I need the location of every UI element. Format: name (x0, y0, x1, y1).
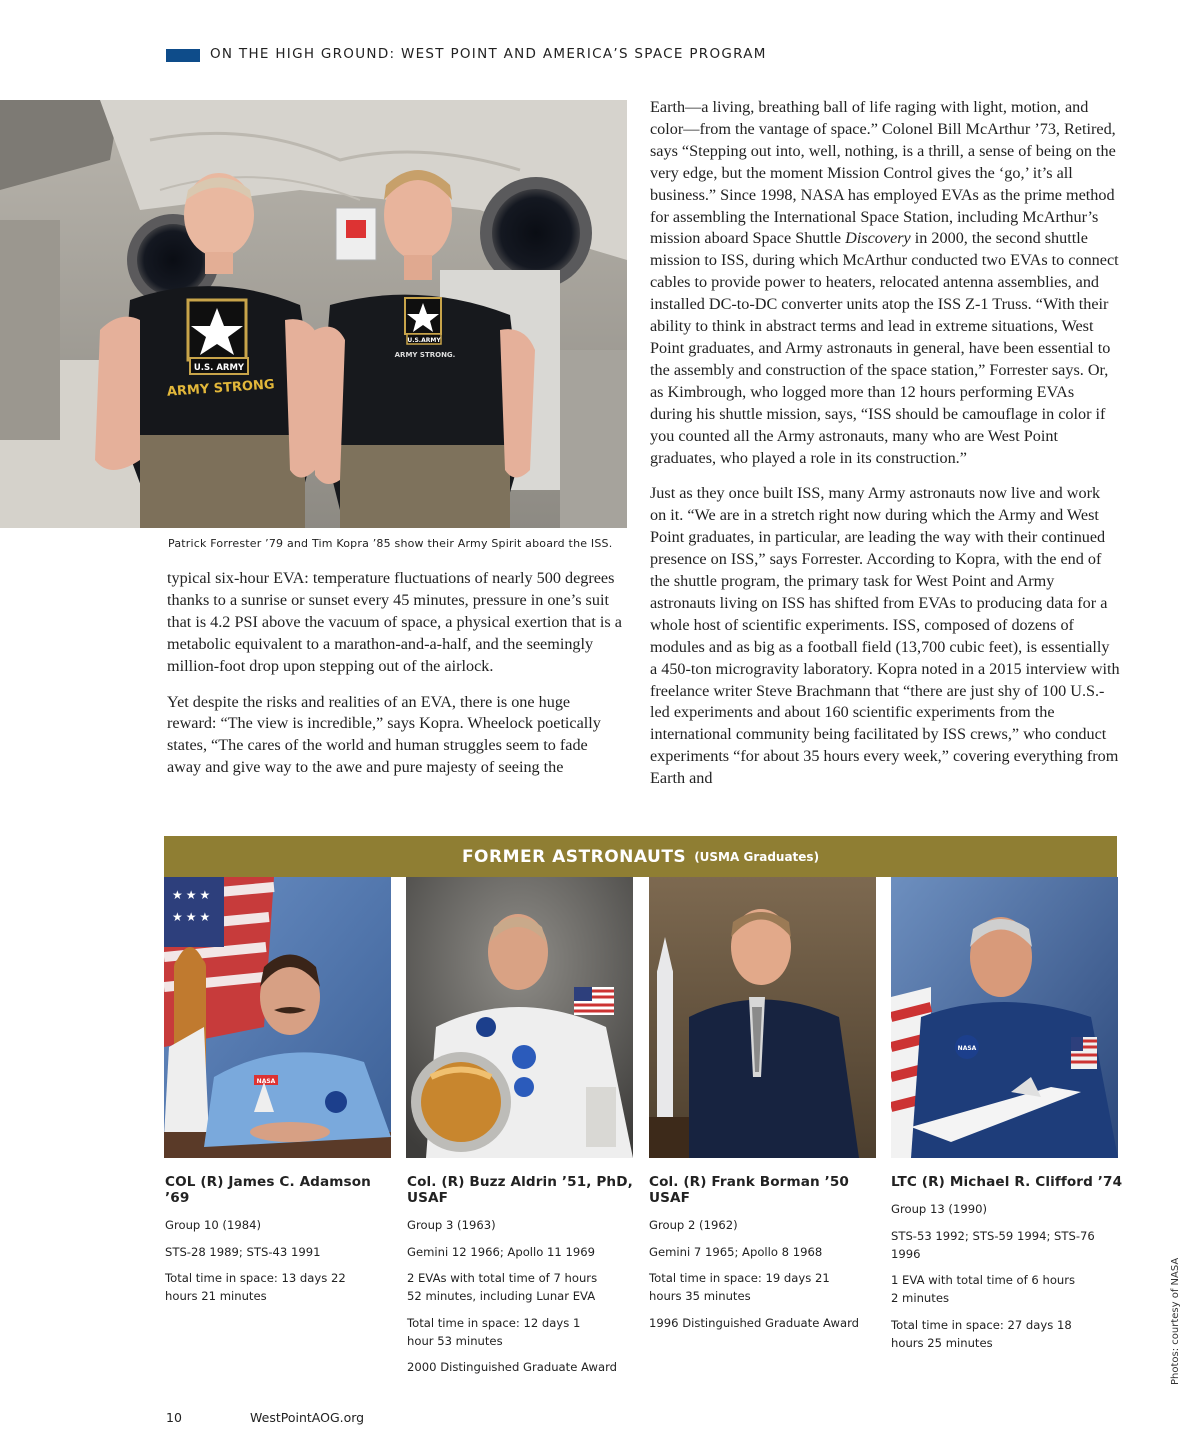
nasa-patch-text-2: NASA (957, 1045, 977, 1052)
astronaut-detail: 2 EVAs with total time of 7 hours 52 minutes, including Lunar EVA (407, 1271, 598, 1303)
former-astronauts-banner (164, 836, 1117, 877)
right-paragraph-1-end: in 2000, the second shuttle mission to ISS, during which McArthur conducted two EVAs to connect cables to provide power to heaters, relocated antenna assemblies, and installed DC-to-DC converter units atop the ISS Z-1 Truss. “With their ability to think in abstract terms and lead in extreme situations, West Point graduates, and Army astronauts in general, have been essential to the assembly and construction of the space station,” Forrester says. Or, as Kimbrough, who logged more than 12 hours performing EVAs during his shuttle mission, says, “ISS should be camouflage in color if you counted all the Army astronauts, many who are West Point graduates, who played a role in its construction.” (650, 229, 1119, 467)
astronaut-card-aldrin (407, 1174, 642, 1385)
astronaut-name: Col. (R) Buzz Aldrin ’51, PhD, USAF (407, 1174, 633, 1206)
portrait-clifford (891, 877, 1118, 1158)
astronaut-name: COL (R) James C. Adamson ’69 (165, 1174, 371, 1206)
footer-site-link[interactable]: WestPointAOG.org (250, 1410, 365, 1425)
astronaut-card-adamson (165, 1174, 400, 1314)
astronaut-detail: Total time in space: 13 days 22 hours 21 minutes (165, 1271, 346, 1303)
portrait-borman (649, 877, 876, 1158)
running-header: ON THE HIGH GROUND: WEST POINT AND AMERICA’S SPACE PROGRAM (210, 46, 767, 62)
astronaut-detail: Group 3 (1963) (407, 1218, 496, 1232)
shirt-text-3: U.S.ARMY (407, 337, 441, 344)
left-paragraph-2: Yet despite the risks and realities of an EVA, there is one huge reward: “The view is incredible,” says Kopra. Wheelock poetically states, “The cares of the world and human struggles seem to fade away and give way to the awe and pure majesty of seeing the (167, 692, 601, 777)
right-paragraph-1-start: Earth—a living, breathing ball of life raging with light, motion, and color—from the vantage of space.” Colonel Bill McArthur ’73, Retired, says “Stepping out into, well, nothing, is a thrill, a sense of being on the very edge, but the moment Mission Control gives the ‘go,’ it’s all business.” Since 1998, NASA has employed EVAs as the prime method for assembling the International Space Station, including McArthur’s mission aboard Space Shuttle (650, 98, 1116, 248)
portrait-adamson (164, 877, 391, 1158)
shirt-text-2: ARMY STRONG (166, 377, 276, 400)
photo-credit: Photos: courtesy of NASA (1170, 1257, 1181, 1385)
header-accent-bar (166, 49, 200, 62)
astronaut-name: Col. (R) Frank Borman ’50 USAF (649, 1174, 849, 1206)
portrait-aldrin (406, 877, 633, 1158)
svg-text:★ ★ ★: ★ ★ ★ (172, 910, 211, 924)
main-photo (0, 100, 627, 528)
astronaut-detail: Group 13 (1990) (891, 1202, 987, 1216)
right-text-column (650, 97, 1120, 804)
astronaut-detail: Group 2 (1962) (649, 1218, 738, 1232)
astronaut-detail: Total time in space: 19 days 21 hours 35 minutes (649, 1271, 830, 1303)
astronaut-detail: Group 10 (1984) (165, 1218, 261, 1232)
astronaut-detail: Gemini 12 1966; Apollo 11 1969 (407, 1244, 595, 1259)
left-paragraph-1: typical six-hour EVA: temperature fluctuations of nearly 500 degrees thanks to a sunrise or sunset every 45 minutes, pressure in one’s suit that is 4.2 PSI above the vacuum of space, a physical exertion that is a metabolic equivalent to a marathon-and-a-half, and the seemingly million-foot drop upon stepping out of the airlock. (167, 569, 622, 675)
shirt-text-4: ARMY STRONG. (394, 351, 456, 359)
astronaut-name: LTC (R) Michael R. Clifford ’74 (891, 1174, 1123, 1190)
astronaut-detail: STS-53 1992; STS-59 1994; STS-76 1996 (891, 1228, 1095, 1261)
astronaut-detail: Total time in space: 27 days 18 hours 25 minutes (891, 1317, 1072, 1350)
astronaut-detail: 1996 Distinguished Graduate Award (649, 1315, 859, 1330)
panel-title: FORMER ASTRONAUTS (461, 846, 687, 867)
right-paragraph-2: Just as they once built ISS, many Army astronauts now live and work on it. “We are in a stretch right now during which the Army and West Point graduates, in particular, are leading the way with their continued presence on ISS,” says Forrester. According to Kopra, with the end of the shuttle program, the primary task for West Point and Army astronauts living on ISS has shifted from EVAs to producing data for a whole host of scientific experiments. ISS, composed of dozens of modules and as big as a football field (13,700 cubic feet), is essentially a 450-ton microgravity laboratory. Kopra noted in a 2015 interview with freelance writer Steve Brachmann that “there are just shy of 100 U.S.-led experiments and about 160 scientific experiments from the international community being facilitated by ISS crews,” who conduct experiments “for about 35 hours every week,” covering everything from Earth and (650, 484, 1120, 788)
svg-text:★ ★ ★: ★ ★ ★ (172, 888, 211, 902)
astronaut-detail: 1 EVA with total time of 6 hours 2 minutes (891, 1273, 1076, 1305)
astronaut-card-borman (649, 1174, 884, 1340)
page-number: 10 (166, 1410, 182, 1425)
nasa-patch-text-1: NASA (256, 1078, 276, 1085)
left-text-column (167, 568, 622, 793)
astronaut-card-clifford (891, 1174, 1126, 1360)
right-paragraph-1 (650, 97, 1120, 469)
astronaut-detail: STS-28 1989; STS-43 1991 (165, 1244, 321, 1259)
panel-subtitle: (USMA Graduates) (694, 849, 820, 864)
astronaut-detail: Gemini 7 1965; Apollo 8 1968 (649, 1244, 823, 1259)
astronaut-detail: Total time in space: 12 days 1 hour 53 minutes (407, 1315, 581, 1348)
shirt-text-1: U.S. ARMY (193, 363, 245, 373)
photo-caption: Patrick Forrester ’79 and Tim Kopra ’85 show their Army Spirit aboard the ISS. (168, 537, 613, 550)
astronaut-detail: 2000 Distinguished Graduate Award (407, 1360, 617, 1374)
shuttle-name-italic: Discovery (845, 229, 911, 248)
